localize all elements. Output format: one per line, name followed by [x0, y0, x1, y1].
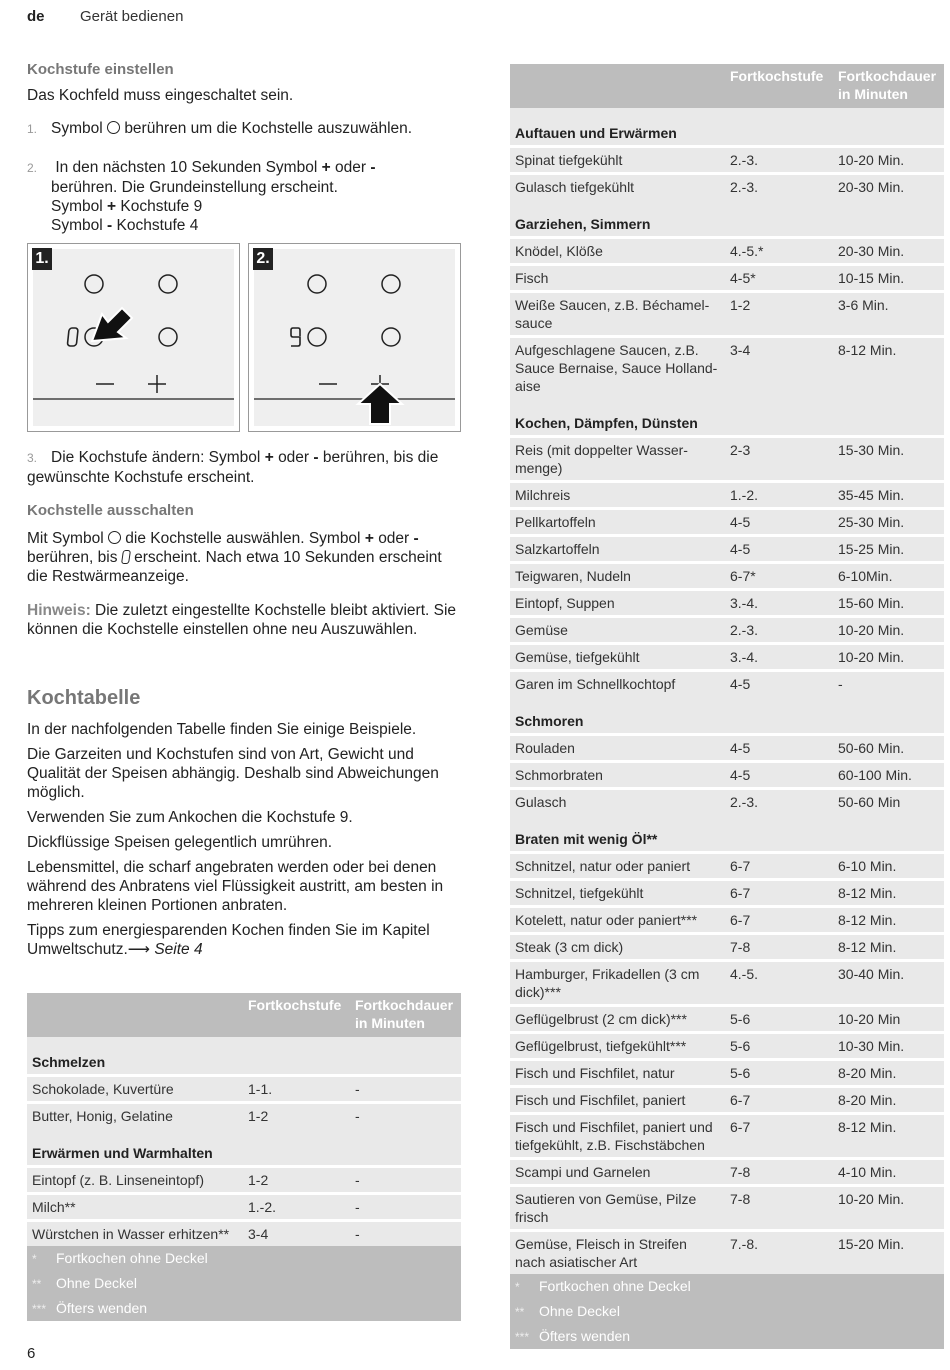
step-text: Symbol	[51, 217, 103, 234]
table-cell-stufe: 1-2	[243, 1101, 350, 1128]
table-row	[510, 905, 944, 932]
plus-symbol: +	[321, 159, 331, 176]
minus-symbol: -	[107, 217, 113, 234]
table-cell-stufe: 3.-4.	[725, 588, 833, 615]
table-cell-dish: Eintopf (z. B. Linseneintopf)	[27, 1165, 243, 1192]
plus-symbol: +	[264, 449, 274, 466]
plus-symbol: +	[107, 198, 117, 215]
table-cell-stufe: 4-5*	[725, 263, 833, 290]
table-cell-stufe: 1-2	[243, 1165, 350, 1192]
table-row	[510, 1004, 944, 1031]
footnote-text: Öfters wenden	[56, 1300, 148, 1316]
table-cell-dish: Garen im Schnellkochtopf	[510, 669, 725, 696]
table-category-row	[27, 1128, 461, 1165]
table-footnote-row	[27, 1271, 461, 1296]
table-footnote	[510, 1299, 944, 1324]
table-cell-stufe: 2.-3.	[725, 172, 833, 199]
table-cell-dish: Steak (3 cm dick)	[510, 932, 725, 959]
table-cell-dish: Schnitzel, natur oder paniert	[510, 851, 725, 878]
table-category: Schmoren	[510, 696, 944, 733]
table-cell-stufe: 4-5	[725, 760, 833, 787]
table-cell-dauer: 10-15 Min.	[833, 263, 944, 290]
language-code: de	[27, 8, 45, 25]
table-row	[510, 588, 944, 615]
table-cell-stufe: 6-7	[725, 851, 833, 878]
table-cell-stufe: 2.-3.	[725, 145, 833, 172]
table-row	[27, 1219, 461, 1246]
table-cell-dauer: 10-20 Min.	[833, 1184, 944, 1229]
table-row	[510, 878, 944, 905]
table-cell-dauer: -	[350, 1074, 461, 1101]
table-cell-dish: Spinat tiefgekühlt	[510, 145, 725, 172]
page-link[interactable]: Seite 4	[154, 941, 203, 958]
table-footnote-row	[27, 1246, 461, 1271]
table-cell-dish: Gemüse	[510, 615, 725, 642]
table-row	[510, 290, 944, 335]
table-row	[510, 480, 944, 507]
table-cell-stufe: 6-7*	[725, 561, 833, 588]
table-cell-dish: Pellkartoffeln	[510, 507, 725, 534]
table-category-row	[510, 199, 944, 236]
step-3	[27, 448, 462, 487]
table-cell-dish: Sautieren von Gemüse, Pilze frisch	[510, 1184, 725, 1229]
table-cell-dish: Milchreis	[510, 480, 725, 507]
table-footnote-row	[510, 1324, 944, 1349]
table-cell-stufe: 1-2	[725, 290, 833, 335]
table-row	[510, 1229, 944, 1274]
table-cell-dauer: -	[350, 1192, 461, 1219]
table-cell-dish: Scampi und Garnelen	[510, 1157, 725, 1184]
table-cell-dauer: 8-12 Min.	[833, 335, 944, 398]
table-cell-dauer: 20-30 Min.	[833, 236, 944, 263]
table-cell-dish: Milch**	[27, 1192, 243, 1219]
table-row	[27, 1074, 461, 1101]
step-text: berühren, bis die gewünschte Kochstufe erscheint.	[27, 449, 439, 486]
table-header-row	[27, 993, 461, 1037]
section-heading-ausschalten: Kochstelle ausschalten	[27, 502, 194, 519]
table-row	[510, 263, 944, 290]
table-cell-stufe: 3-4	[725, 335, 833, 398]
table-cell-dish: Geflügelbrust (2 cm dick)***	[510, 1004, 725, 1031]
table-header-dauer: Fortkochdauer in Minuten	[350, 993, 461, 1037]
table-cell-stufe: 7-8	[725, 1157, 833, 1184]
table-footnote	[27, 1296, 461, 1321]
table-cell-stufe: 2.-3.	[725, 787, 833, 814]
table-row	[27, 1192, 461, 1219]
table-header-empty	[27, 993, 243, 1037]
step-text: berühren. Die Grundeinstellung erscheint.	[51, 179, 338, 196]
table-cell-dauer: 6-10 Min.	[833, 851, 944, 878]
table-cell-dish: Teigwaren, Nudeln	[510, 561, 725, 588]
table-cell-stufe: 1.-2.	[243, 1192, 350, 1219]
paragraph: Die Garzeiten und Kochstufen sind von Art, Gewicht und Qualität der Speisen abhängig. Deshalb sind Abweichungen möglich.	[27, 746, 439, 801]
table-cell-stufe: 5-6	[725, 1058, 833, 1085]
table-cell-dish: Würstchen in Wasser erhitzen**	[27, 1219, 243, 1246]
table-row	[510, 507, 944, 534]
table-cell-dish: Gemüse, Fleisch in Streifen nach asiatischer Art	[510, 1229, 725, 1274]
table-cell-dish: Gulasch	[510, 787, 725, 814]
table-row	[510, 642, 944, 669]
table-cell-dish: Rouladen	[510, 733, 725, 760]
table-cell-dauer: 25-30 Min.	[833, 507, 944, 534]
table-row	[510, 172, 944, 199]
table-footnote	[27, 1271, 461, 1296]
table-category-row	[510, 814, 944, 851]
table-cell-dish: Gemüse, tiefgekühlt	[510, 642, 725, 669]
table-cell-dish: Fisch und Fischfilet, paniert und tiefgekühlt, z.B. Fischstäbchen	[510, 1112, 725, 1157]
body-text: erscheint. Nach etwa 10 Sekunden erscheint die Restwärmeanzeige.	[27, 549, 442, 585]
paragraph: Lebensmittel, die scharf angebraten werden oder bei denen während des Anbratens viel Flüssigkeit austritt, am besten in mehreren kleinen Portionen anbraten.	[27, 859, 444, 914]
table-cell-stufe: 4-5	[725, 669, 833, 696]
zero-display-icon	[121, 550, 131, 564]
body-text: die Kochstelle auswählen. Symbol	[125, 530, 361, 547]
minus-symbol: -	[413, 530, 419, 547]
step-text: oder	[278, 449, 310, 466]
table-cell-dish: Salzkartoffeln	[510, 534, 725, 561]
section-heading-kochstufe: Kochstufe einstellen	[27, 61, 174, 78]
footnote-text: Fortkochen ohne Deckel	[56, 1250, 208, 1266]
table-cell-stufe: 6-7	[725, 905, 833, 932]
table-cell-stufe: 5-6	[725, 1031, 833, 1058]
table-category: Schmelzen	[27, 1037, 461, 1074]
table-cell-dauer: 8-12 Min.	[833, 905, 944, 932]
table-category: Kochen, Dämpfen, Dünsten	[510, 398, 944, 435]
section-ausschalten-text	[27, 529, 457, 586]
step-number: 2.	[27, 161, 38, 175]
plus-symbol: +	[364, 530, 374, 547]
table-cell-dish: Fisch und Fischfilet, natur	[510, 1058, 725, 1085]
step-1	[27, 119, 447, 139]
table-row	[510, 561, 944, 588]
table-cell-dauer: 8-20 Min.	[833, 1085, 944, 1112]
minus-symbol: -	[313, 449, 319, 466]
hint-text: Die zuletzt eingestellte Kochstelle bleibt aktiviert. Sie können die Kochstelle einstellen ohne neu Auszuwählen.	[27, 602, 457, 638]
control-panel-illustration-1	[27, 243, 240, 432]
table-row	[510, 534, 944, 561]
table-row	[510, 1157, 944, 1184]
hob-controls-2-icon	[249, 244, 460, 431]
table-cell-stufe: 4-5	[725, 733, 833, 760]
table-cell-dish: Schokolade, Kuvertüre	[27, 1074, 243, 1101]
table-row	[510, 787, 944, 814]
table-row	[510, 959, 944, 1004]
step-badge: 1.	[32, 248, 52, 270]
table-header-empty	[510, 64, 725, 108]
table-footnote	[510, 1274, 944, 1299]
minus-symbol: -	[370, 159, 376, 176]
table-cell-dauer: 8-12 Min.	[833, 932, 944, 959]
table-row	[27, 1101, 461, 1128]
step-text: Kochstufe 9	[120, 198, 203, 215]
table-row	[27, 1165, 461, 1192]
table-cell-dauer: 10-30 Min.	[833, 1031, 944, 1058]
step-text: Symbol	[51, 120, 103, 137]
table-cell-dauer: 15-60 Min.	[833, 588, 944, 615]
table-footnote	[27, 1246, 461, 1271]
table-footnote-row	[510, 1274, 944, 1299]
section-intro: Das Kochfeld muss eingeschaltet sein.	[27, 87, 294, 104]
table-row	[510, 1031, 944, 1058]
table-cell-dauer: 10-20 Min.	[833, 145, 944, 172]
table-header-stufe: Fortkochstufe	[243, 993, 350, 1037]
table-cell-dauer: 8-12 Min.	[833, 878, 944, 905]
footnote-mark: **	[515, 1305, 525, 1319]
table-row	[510, 145, 944, 172]
table-row	[510, 335, 944, 398]
arrow-right-icon: ⟶	[127, 941, 151, 958]
table-cell-dauer: 4-10 Min.	[833, 1157, 944, 1184]
body-text: Mit Symbol	[27, 530, 104, 547]
table-cell-dauer: 6-10Min.	[833, 561, 944, 588]
table-row	[510, 760, 944, 787]
table-cell-dish: Geflügelbrust, tiefgekühlt***	[510, 1031, 725, 1058]
table-cell-dauer: 10-20 Min.	[833, 642, 944, 669]
footnote-text: Öfters wenden	[539, 1328, 631, 1344]
step-badge: 2.	[253, 248, 273, 270]
table-category-row	[510, 108, 944, 145]
step-number: 3.	[27, 451, 38, 465]
hob-controls-1-icon	[28, 244, 239, 431]
cooking-table-right	[510, 64, 944, 1349]
paragraph: Verwenden Sie zum Ankochen die Kochstufe 9.	[27, 809, 353, 826]
step-text: Symbol	[51, 198, 103, 215]
table-cell-dish: Gulasch tiefgekühlt	[510, 172, 725, 199]
kochtabelle-heading: Kochtabelle	[27, 687, 141, 709]
table-cell-stufe: 3-4	[243, 1219, 350, 1246]
table-cell-stufe: 4.-5.	[725, 959, 833, 1004]
table-cell-stufe: 5-6	[725, 1004, 833, 1031]
table-footnote-row	[27, 1296, 461, 1321]
table-cell-dauer: 3-6 Min.	[833, 290, 944, 335]
table-cell-dauer: 35-45 Min.	[833, 480, 944, 507]
table-cell-dish: Fisch und Fischfilet, paniert	[510, 1085, 725, 1112]
table-cell-stufe: 2-3	[725, 435, 833, 480]
table-row	[510, 236, 944, 263]
table-cell-dauer: -	[350, 1165, 461, 1192]
table-cell-stufe: 3.-4.	[725, 642, 833, 669]
table-cell-dauer: 15-25 Min.	[833, 534, 944, 561]
table-header-dauer: Fortkochdauer in Minuten	[833, 64, 944, 108]
table-cell-dish: Eintopf, Suppen	[510, 588, 725, 615]
table-row	[510, 1058, 944, 1085]
footnote-text: Fortkochen ohne Deckel	[539, 1278, 691, 1294]
table-cell-dish: Schnitzel, tiefgekühlt	[510, 878, 725, 905]
table-row	[510, 1184, 944, 1229]
step-text: oder	[334, 159, 366, 176]
table-cell-dish: Kotelett, natur oder paniert***	[510, 905, 725, 932]
table-footnote	[510, 1324, 944, 1349]
table-cell-dauer: 15-30 Min.	[833, 435, 944, 480]
table-cell-stufe: 7-8	[725, 932, 833, 959]
footnote-mark: *	[32, 1252, 37, 1266]
table-category: Braten mit wenig Öl**	[510, 814, 944, 851]
table-cell-dauer: 10-20 Min.	[833, 615, 944, 642]
table-footnote-row	[510, 1299, 944, 1324]
table-row	[510, 435, 944, 480]
table-category: Erwärmen und Warmhalten	[27, 1128, 461, 1165]
footnote-text: Ohne Deckel	[539, 1303, 620, 1319]
table-cell-dish: Butter, Honig, Gelatine	[27, 1101, 243, 1128]
table-cell-stufe: 2.-3.	[725, 615, 833, 642]
table-cell-dish: Reis (mit doppelter Wasser-menge)	[510, 435, 725, 480]
footnote-mark: **	[32, 1277, 42, 1291]
circle-symbol-icon	[107, 121, 120, 134]
table-row	[510, 851, 944, 878]
paragraph: In der nachfolgenden Tabelle finden Sie einige Beispiele.	[27, 721, 417, 738]
table-cell-dish: Aufgeschlagene Saucen, z.B. Sauce Bernaise, Sauce Holland-aise	[510, 335, 725, 398]
page-number: 6	[27, 1345, 36, 1362]
body-text: berühren, bis	[27, 549, 118, 566]
table-category-row	[27, 1037, 461, 1074]
table-cell-dauer: -	[833, 669, 944, 696]
chapter-title: Gerät bedienen	[80, 8, 184, 25]
table-cell-dauer: 15-20 Min.	[833, 1229, 944, 1274]
table-cell-stufe: 4.-5.*	[725, 236, 833, 263]
table-cell-dish: Weiße Saucen, z.B. Béchamel-sauce	[510, 290, 725, 335]
table-cell-stufe: 6-7	[725, 878, 833, 905]
table-cell-stufe: 4-5	[725, 534, 833, 561]
table-cell-dauer: -	[350, 1101, 461, 1128]
tip-paragraph	[27, 921, 457, 959]
table-cell-stufe: 1.-2.	[725, 480, 833, 507]
table-cell-stufe: 1-1.	[243, 1074, 350, 1101]
table-cell-dauer: -	[350, 1219, 461, 1246]
step-text: Die Kochstufe ändern: Symbol	[51, 449, 261, 466]
table-cell-dauer: 8-20 Min.	[833, 1058, 944, 1085]
table-cell-stufe: 4-5	[725, 507, 833, 534]
body-text: oder	[378, 530, 410, 547]
footnote-mark: ***	[32, 1302, 47, 1316]
table-cell-dauer: 50-60 Min	[833, 787, 944, 814]
table-cell-dauer: 30-40 Min.	[833, 959, 944, 1004]
table-cell-dish: Fisch	[510, 263, 725, 290]
hint-note	[27, 601, 462, 639]
table-row	[510, 932, 944, 959]
footnote-text: Ohne Deckel	[56, 1275, 137, 1291]
table-row	[510, 669, 944, 696]
table-cell-dauer: 10-20 Min	[833, 1004, 944, 1031]
table-row	[510, 733, 944, 760]
control-panel-illustration-2	[248, 243, 461, 432]
table-category: Garziehen, Simmern	[510, 199, 944, 236]
table-cell-stufe: 6-7	[725, 1085, 833, 1112]
cooking-table-left	[27, 993, 461, 1321]
table-category-row	[510, 696, 944, 733]
table-row	[510, 615, 944, 642]
table-cell-stufe: 7-8	[725, 1184, 833, 1229]
table-cell-dauer: 50-60 Min.	[833, 733, 944, 760]
paragraph: Tipps zum energiesparenden Kochen finden Sie im Kapitel Umweltschutz.	[27, 922, 430, 958]
step-text: berühren um die Kochstelle auszuwählen.	[124, 120, 413, 137]
table-category-row	[510, 398, 944, 435]
table-cell-stufe: 6-7	[725, 1112, 833, 1157]
table-row	[510, 1112, 944, 1157]
step-number: 1.	[27, 122, 38, 136]
paragraph: Dickflüssige Speisen gelegentlich umrühren.	[27, 834, 332, 851]
table-cell-dauer: 8-12 Min.	[833, 1112, 944, 1157]
table-cell-dish: Hamburger, Frikadellen (3 cm dick)***	[510, 959, 725, 1004]
kochtabelle-intro	[27, 720, 457, 965]
table-header-row	[510, 64, 944, 108]
step-2	[27, 158, 447, 235]
footnote-mark: ***	[515, 1330, 530, 1344]
step-text: Kochstufe 4	[116, 217, 199, 234]
table-header-stufe: Fortkochstufe	[725, 64, 833, 108]
footnote-mark: *	[515, 1280, 520, 1294]
table-cell-stufe: 7.-8.	[725, 1229, 833, 1274]
table-row	[510, 1085, 944, 1112]
table-cell-dish: Knödel, Klöße	[510, 236, 725, 263]
circle-symbol-icon	[108, 531, 121, 544]
step-text: In den nächsten 10 Sekunden Symbol	[55, 159, 318, 176]
table-category: Auftauen und Erwärmen	[510, 108, 944, 145]
hint-label: Hinweis:	[27, 602, 91, 619]
table-cell-dish: Schmorbraten	[510, 760, 725, 787]
table-cell-dauer: 20-30 Min.	[833, 172, 944, 199]
table-cell-dauer: 60-100 Min.	[833, 760, 944, 787]
